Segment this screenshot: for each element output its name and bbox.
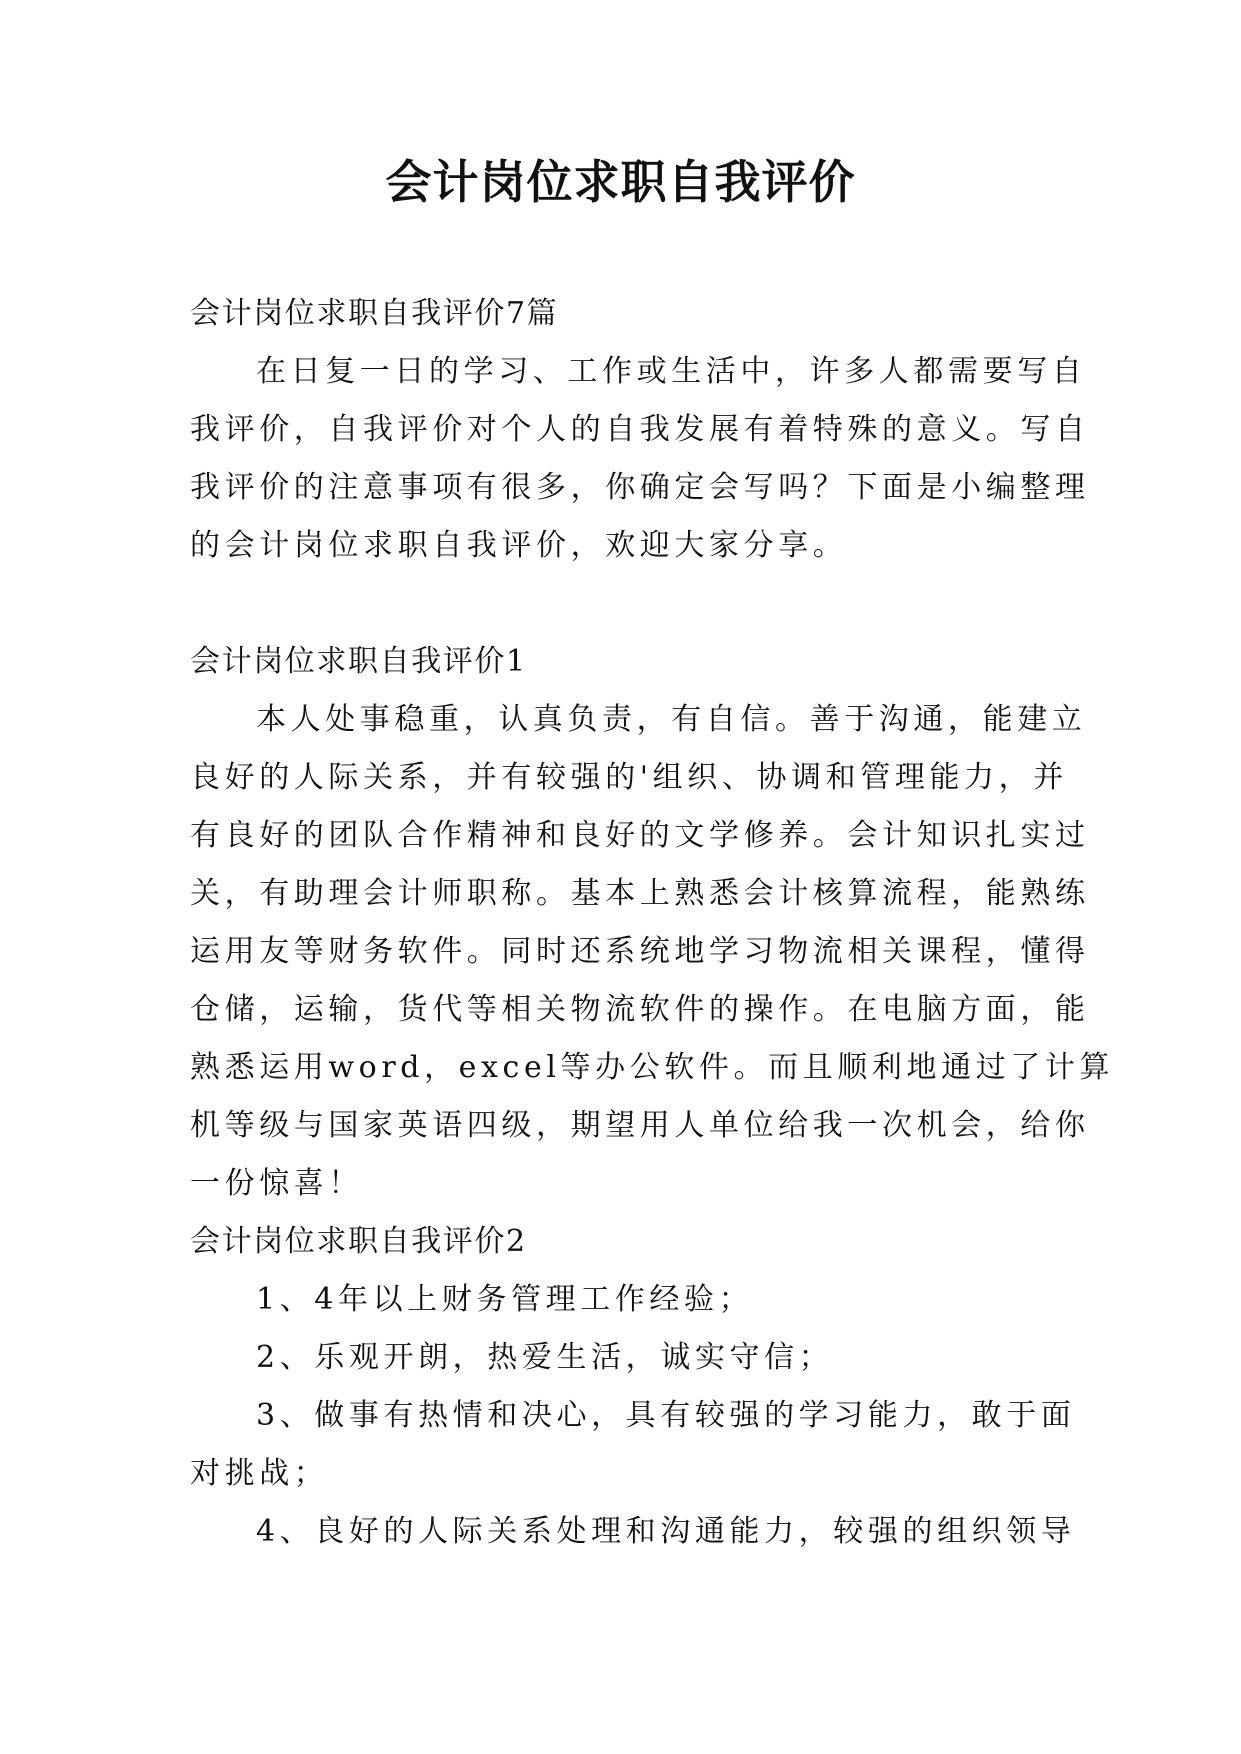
list-item-continuation: 对挑战； bbox=[190, 1456, 329, 1491]
paragraph-line: 的会计岗位求职自我评价，欢迎大家分享。 bbox=[190, 528, 848, 563]
paragraph-line: 机等级与国家英语四级，期望用人单位给我一次机会，给你 bbox=[190, 1108, 1090, 1143]
paragraph-line: 关，有助理会计师职称。基本上熟悉会计核算流程，能熟练 bbox=[190, 876, 1090, 911]
paragraph-line: 在日复一日的学习、工作或生活中，许多人都需要写自 bbox=[256, 354, 1087, 389]
paragraph-line: 本人处事稳重，认真负责，有自信。善于沟通，能建立 bbox=[256, 702, 1087, 737]
section-heading: 会计岗位求职自我评价2 bbox=[190, 1224, 527, 1259]
paragraph-line: 熟悉运用word，excel等办公软件。而且顺利地通过了计算 bbox=[190, 1050, 1115, 1085]
document-title: 会计岗位求职自我评价 bbox=[385, 155, 856, 209]
paragraph-line: 我评价，自我评价对个人的自我发展有着特殊的意义。写自 bbox=[190, 412, 1090, 447]
list-item: 3、做事有热情和决心，具有较强的学习能力，敢于面 bbox=[256, 1398, 1076, 1433]
paragraph-line: 良好的人际关系，并有较强的'组织、协调和管理能力，并 bbox=[190, 760, 1068, 795]
paragraph-line: 有良好的团队合作精神和良好的文学修养。会计知识扎实过 bbox=[190, 818, 1090, 853]
list-item: 1、4年以上财务管理工作经验； bbox=[256, 1282, 754, 1317]
paragraph-line: 运用友等财务软件。同时还系统地学习物流相关课程，懂得 bbox=[190, 934, 1090, 969]
paragraph-line: 仓储，运输，货代等相关物流软件的操作。在电脑方面，能 bbox=[190, 992, 1090, 1027]
paragraph-line: 我评价的注意事项有很多，你确定会写吗？下面是小编整理 bbox=[190, 470, 1090, 505]
list-item: 2、乐观开朗，热爱生活，诚实守信； bbox=[256, 1340, 834, 1375]
paragraph-line: 一份惊喜！ bbox=[190, 1166, 363, 1201]
document-body bbox=[190, 285, 1115, 1561]
section-heading: 会计岗位求职自我评价1 bbox=[190, 644, 527, 679]
blank-line bbox=[190, 575, 1052, 633]
section-heading: 会计岗位求职自我评价7篇 bbox=[190, 296, 559, 331]
list-item: 4、良好的人际关系处理和沟通能力，较强的组织领导 bbox=[256, 1514, 1076, 1549]
